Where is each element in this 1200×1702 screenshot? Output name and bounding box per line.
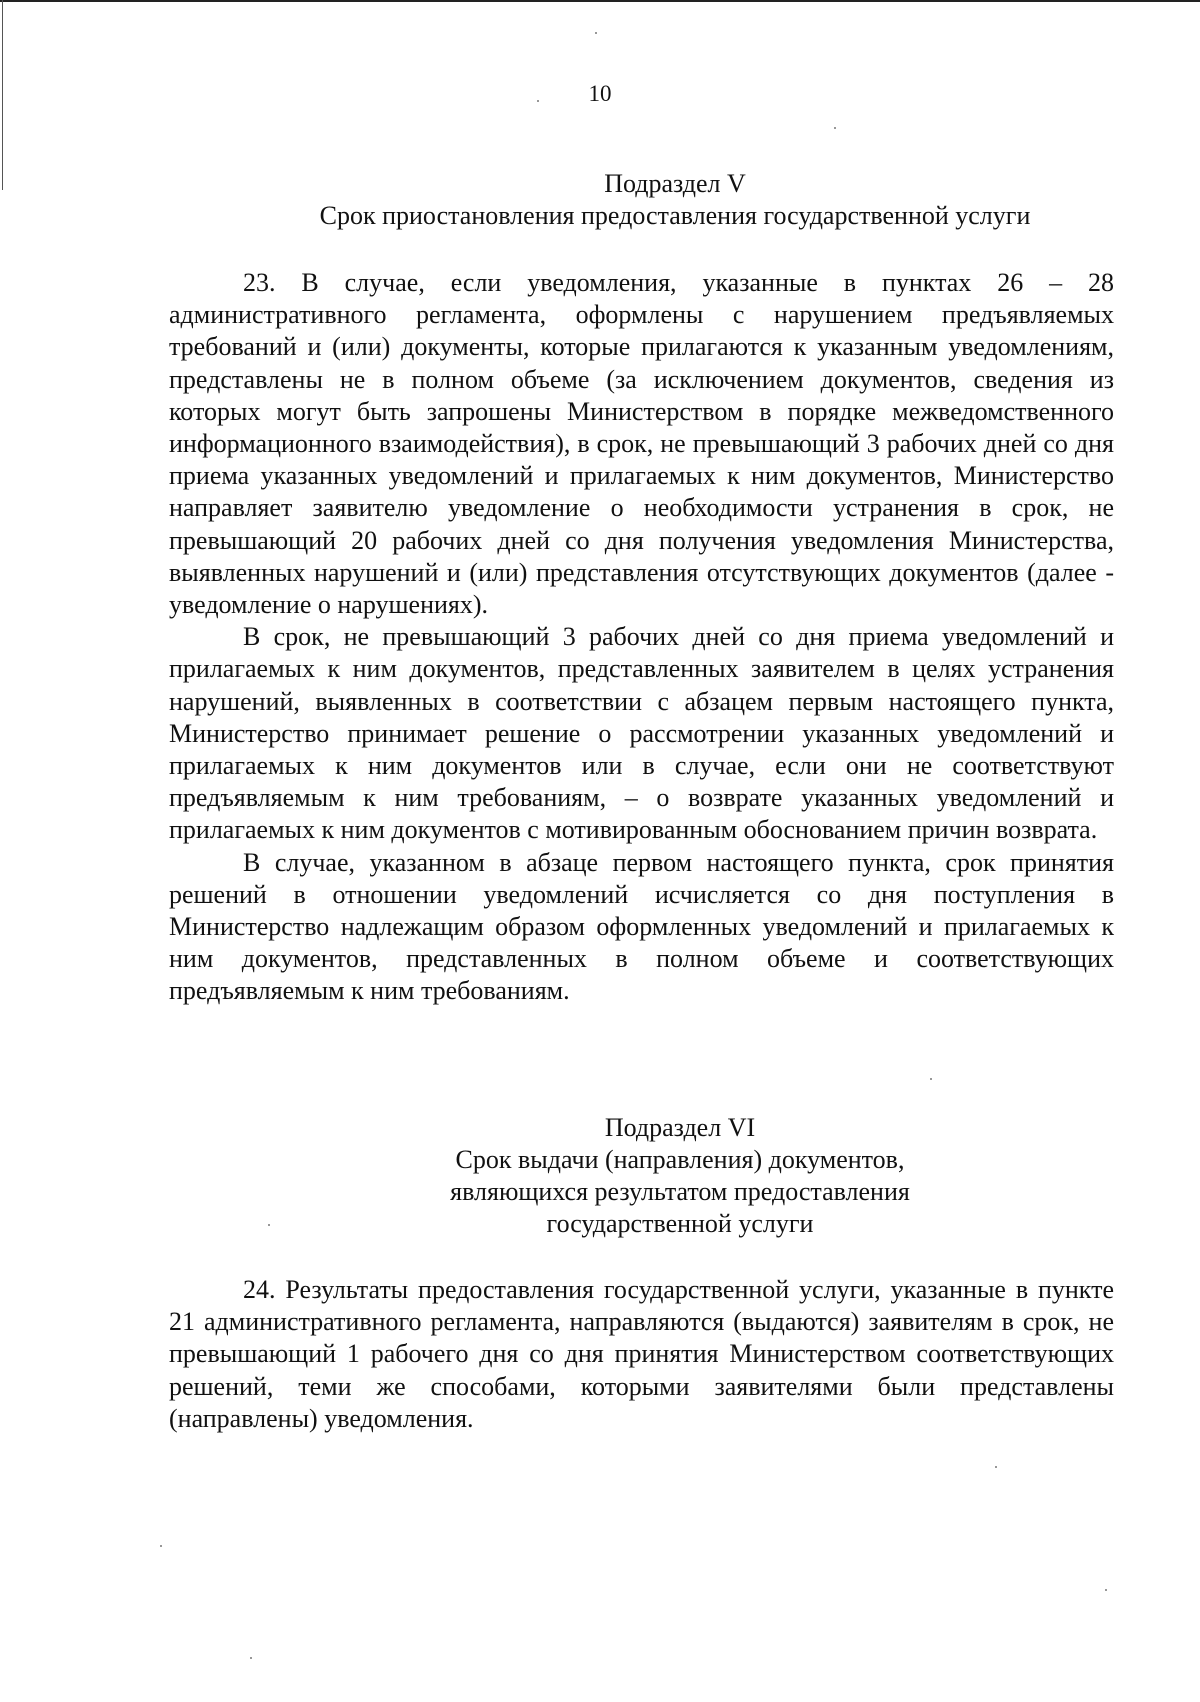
scan-speck <box>1105 1589 1107 1591</box>
scan-speck <box>537 100 539 102</box>
section-23-paragraph-1: 23. В случае, если уведомления, указанные в пунктах 26 – 28 административного регламента, оформлены с нарушением предъявляемых требований и (или) документы, которые прилагаются к указанным уведомлениям, представлены не в полном объеме (за исключением документов, сведения из которых могут быть запрошены Министерством в порядке межведомственного информационного взаимодействия), в срок, не превышающий 3 рабочих дней со дня приема указанных уведомлений и прилагаемых к ним документов, Министерство направляет заявителю уведомление о необходимости устранения в срок, не превышающий 20 рабочих дней со дня получения уведомления Министерства, выявленных нарушений и (или) представления отсутствующих документов (далее - уведомление о нарушениях). <box>169 268 1114 620</box>
page-number: 10 <box>588 81 612 106</box>
subsection-6-subtitle-line-1: Срок выдачи (направления) документов, <box>455 1145 905 1174</box>
subsection-6-heading <box>380 1112 980 1240</box>
subsection-5-subtitle: Срок приостановления предоставления государственной услуги <box>319 201 1031 230</box>
subsection-5-heading <box>250 168 1100 232</box>
scan-speck <box>595 32 597 34</box>
scan-speck <box>250 1657 252 1659</box>
section-23 <box>169 267 1114 1008</box>
scan-edge-top <box>0 0 1200 2</box>
scan-speck <box>834 127 836 129</box>
section-23-paragraph-2: В срок, не превышающий 3 рабочих дней со дня приема уведомлений и прилагаемых к ним документов, представленных заявителем в целях устранения нарушений, выявленных в соответствии с абзацем первым настоящего пункта, Министерство принимает решение о рассмотрении указанных уведомлений и прилагаемых к ним документов или в случае, если они не соответствуют предъявляемым к ним требованиям, – о возврате указанных уведомлений и прилагаемых к ним документов с мотивированным обоснованием причин возврата. <box>169 622 1114 845</box>
scan-speck <box>995 1466 997 1468</box>
subsection-5-title: Подраздел V <box>604 169 746 198</box>
section-24-paragraph-1: 24. Результаты предоставления государственной услуги, указанные в пункте 21 административного регламента, направляются (выдаются) заявителям в срок, не превышающий 1 рабочего дня со дня принятия Министерством соответствующих решений, теми же способами, которыми заявителями были представлены (направлены) уведомления. <box>169 1275 1114 1433</box>
scan-speck <box>160 1545 162 1547</box>
section-23-paragraph-3: В случае, указанном в абзаце первом настоящего пункта, срок принятия решений в отношении уведомлений исчисляется со дня поступления в Министерство надлежащим образом оформленных уведомлений и прилагаемых к ним документов, представленных в полном объеме и соответствующих предъявляемым к ним требованиям. <box>169 847 1114 1006</box>
subsection-6-subtitle-line-2: являющихся результатом предоставления <box>450 1177 910 1206</box>
subsection-6-subtitle-line-3: государственной услуги <box>546 1209 814 1238</box>
subsection-6-title: Подраздел VI <box>604 1113 756 1142</box>
section-24 <box>169 1274 1114 1435</box>
scan-speck <box>930 1078 932 1080</box>
scan-speck <box>268 1224 270 1226</box>
